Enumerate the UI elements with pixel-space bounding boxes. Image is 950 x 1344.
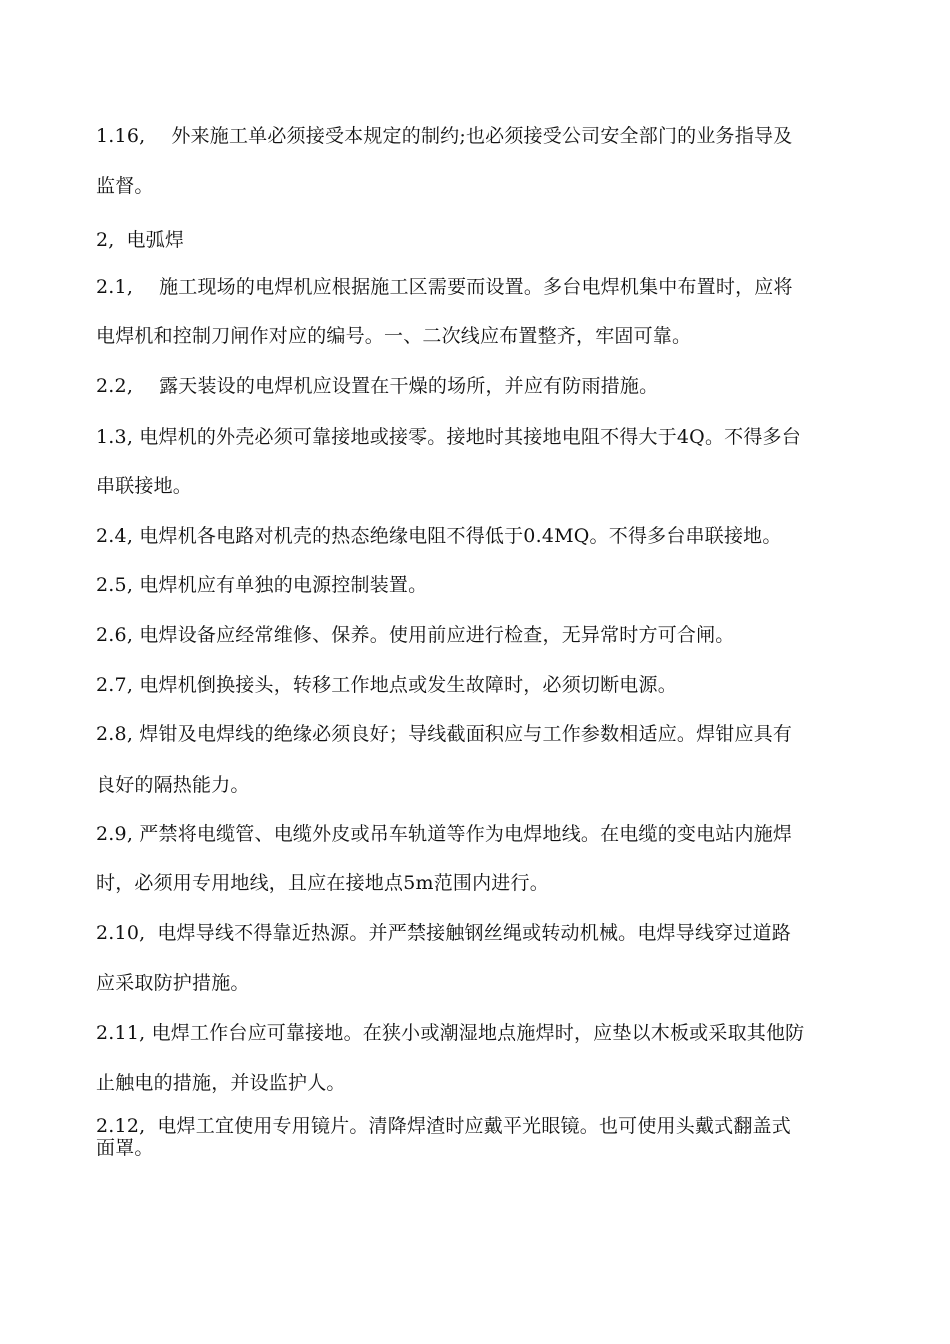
paragraph-text: 露天装设的电焊机应设置在干燥的场所，并应有防雨措施。 [159, 375, 659, 397]
paragraph-2-2-line-1 [96, 374, 856, 398]
paragraph-text: 电焊工宜使用专用镜片。清降焊渣时应戴平光眼镜。也可使用头戴式翻盖式 [157, 1115, 791, 1137]
paragraph-2-8-line-2: 良好的隔热能力。 [96, 774, 250, 796]
paragraph-2-6-line-1: 2.6, 电焊设备应经常维修、保养。使用前应进行检查，无异常时方可合闸。 [96, 624, 735, 646]
paragraph-1-16-line-2: 监督。 [96, 175, 154, 197]
section-title: 电弧焊 [126, 229, 185, 251]
paragraph-2-5-line-1: 2.5, 电焊机应有单独的电源控制装置。 [96, 574, 428, 596]
item-number: 2.10, [96, 922, 146, 944]
paragraph-1-3-line-2: 串联接地。 [96, 475, 193, 497]
item-number: 2.1, [96, 276, 134, 298]
paragraph-2-8-line-1: 2.8, 焊钳及电焊线的绝缘必须良好；导线截面积应与工作参数相适应。焊钳应具有 [96, 723, 793, 745]
paragraph-2-9-line-2: 时，必须用专用地线，且应在接地点5m范围内进行。 [96, 872, 549, 894]
paragraph-text: 施工现场的电焊机应根据施工区需要而设置。多台电焊机集中布置时，应将 [159, 276, 793, 298]
item-number: 2.2, [96, 375, 134, 397]
section-number: 2, [96, 229, 115, 251]
item-number: 1.16, [96, 125, 146, 147]
paragraph-text: 电焊导线不得靠近热源。并严禁接触钢丝绳或转动机械。电焊导线穿过道路 [157, 922, 791, 944]
paragraph-2-10-line-2: 应采取防护措施。 [96, 972, 250, 994]
section-heading-2 [96, 228, 856, 252]
paragraph-2-4-line-1: 2.4, 电焊机各电路对机壳的热态绝缘电阻不得低于0.4MQ。不得多台串联接地。 [96, 525, 782, 547]
paragraph-text: 外来施工单必须接受本规定的制约;也必须接受公司安全部门的业务指导及 [171, 125, 793, 147]
paragraph-2-12-line-2: 面罩。 [96, 1137, 154, 1159]
paragraph-2-11-line-2: 止触电的措施，并设监护人。 [96, 1072, 346, 1094]
paragraph-2-12-line-1 [96, 1114, 856, 1138]
item-number: 2.12, [96, 1115, 146, 1137]
paragraph-1-3-line-1: 1.3, 电焊机的外壳必须可靠接地或接零。接地时其接地电阻不得大于4Q。不得多台 [96, 426, 801, 448]
paragraph-1-16-line-1 [96, 124, 856, 148]
paragraph-2-9-line-1: 2.9, 严禁将电缆管、电缆外皮或吊车轨道等作为电焊地线。在电缆的变电站内施焊 [96, 823, 793, 845]
paragraph-2-1-line-2: 电焊机和控制刀闸作对应的编号。一、二次线应布置整齐，牢固可靠。 [96, 325, 692, 347]
paragraph-2-11-line-1: 2.11, 电焊工作台应可靠接地。在狭小或潮湿地点施焊时，应垫以木板或采取其他防 [96, 1022, 805, 1044]
paragraph-2-7-line-1: 2.7, 电焊机倒换接头，转移工作地点或发生故障时，必须切断电源。 [96, 674, 677, 696]
paragraph-2-10-line-1 [96, 921, 856, 945]
paragraph-2-1-line-1 [96, 275, 856, 299]
